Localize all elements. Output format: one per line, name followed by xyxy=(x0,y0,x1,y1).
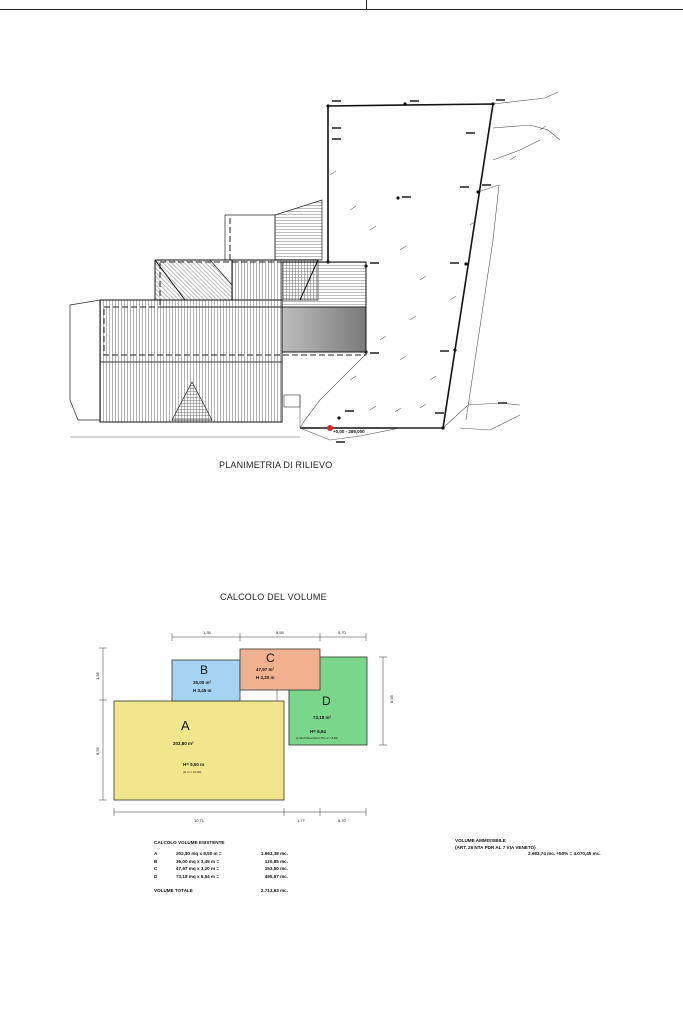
zone-b-height: H 3,45 m xyxy=(193,688,212,693)
zone-c-letter: C xyxy=(266,651,275,665)
zone-a-area: 202,80 m² xyxy=(173,741,194,746)
dim-bottom-3: 5,70 xyxy=(338,818,346,823)
zone-c xyxy=(240,649,320,690)
zone-b-area: 35,00 m² xyxy=(193,680,212,685)
calcolo-esistente xyxy=(154,840,288,893)
zone-d-letter: D xyxy=(322,694,331,708)
zone-a-height: H= 9,50 m xyxy=(183,762,205,767)
volume-ammissibile-subtitle: (ART. 26 NTA PDR AL 7 VIA VENETO) xyxy=(455,844,536,850)
calc-row-c: C 47,97 mq x 3,20 m = 153,50 mc. xyxy=(154,866,288,872)
quota-label: +0,00 - 289,000 xyxy=(333,429,365,434)
zone-d-height: H= 6,54 xyxy=(310,729,326,734)
dim-bottom-2: 1,77 xyxy=(297,818,305,823)
zone-a-letter: A xyxy=(181,718,190,733)
zone-c-area: 47,97 m² xyxy=(256,667,275,672)
dim-bottom-1: 10,71 xyxy=(194,818,205,823)
calc-row-a: A 202,80 mq x 9,50 m = 1.963,38 mc. xyxy=(154,851,288,857)
dim-left-2: 8,55 xyxy=(95,747,100,755)
stair xyxy=(284,395,300,407)
calc-row-d: D 73,18 mq x 6,54 m = 495,97 mc. xyxy=(154,873,288,879)
dim-top-1: 1,35 xyxy=(203,630,211,635)
calcolo-esistente-title: CALCOLO VOLUME ESISTENTE xyxy=(154,840,225,845)
zone-b-letter: B xyxy=(200,663,209,677)
dim-left-1: 1,95 xyxy=(95,672,100,680)
volume-totale: VOLUME TOTALE 2.713,63 mc. xyxy=(154,888,288,893)
calc-row-b: B 35,00 mq x 3,45 m = 120,85 mc. xyxy=(154,858,288,864)
zone-c-height: H 3,20 m xyxy=(256,675,275,680)
volume-ammissibile xyxy=(455,838,601,858)
title-calcolo: CALCOLO DEL VOLUME xyxy=(220,592,327,602)
volume-ammissibile-title: VOLUME AMMISSIBILE xyxy=(455,838,506,843)
zone-a-note: (H m = 10,00) xyxy=(183,770,202,774)
building-block xyxy=(70,200,366,422)
volume-ammissibile-formula: 2.683,74 mc. +50% = 4.070,45 mc. xyxy=(528,851,601,856)
zone-d-area: 73,18 m² xyxy=(313,715,332,720)
zone-d-note: (1,90+6,50+2,00+4,75) / 2 = 6,54) xyxy=(296,736,338,740)
volume-diagram xyxy=(95,630,394,823)
dim-top-3: 5,70 xyxy=(338,630,346,635)
zone-a xyxy=(114,701,284,800)
title-planimetria: PLANIMETRIA DI RILIEVO xyxy=(219,460,333,470)
dim-top-2: 8,55 xyxy=(276,630,284,635)
dim-right-1: 8,95 xyxy=(389,695,394,703)
